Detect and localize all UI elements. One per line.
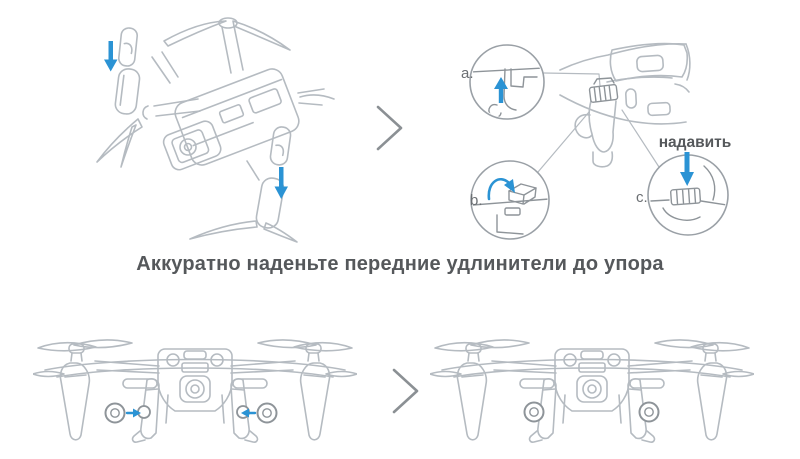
arrow-down-icon [104, 41, 118, 72]
callout-label-a: a. [461, 65, 474, 82]
caption-text: Аккуратно наденьте передние удлинители до упора [136, 253, 664, 275]
callout-label-b: b. [470, 192, 483, 209]
arrow-down-icon [275, 167, 289, 199]
drone-front-view-installed [420, 328, 755, 456]
extender-buttons-attached [525, 403, 659, 422]
leg-extender-left [118, 27, 138, 66]
drone-perspective-install-illustration [40, 5, 370, 250]
latch-detail [589, 78, 618, 103]
callout-label-c: c. [636, 189, 648, 206]
callout-circle-a [470, 45, 544, 119]
press-label: надавить [658, 134, 732, 151]
chevron-right-icon [390, 366, 422, 416]
chevron-right-icon [374, 103, 406, 153]
drone-line-art [97, 18, 334, 242]
drone-front-view-installing [30, 328, 360, 456]
latch-detail-illustration [430, 25, 762, 253]
